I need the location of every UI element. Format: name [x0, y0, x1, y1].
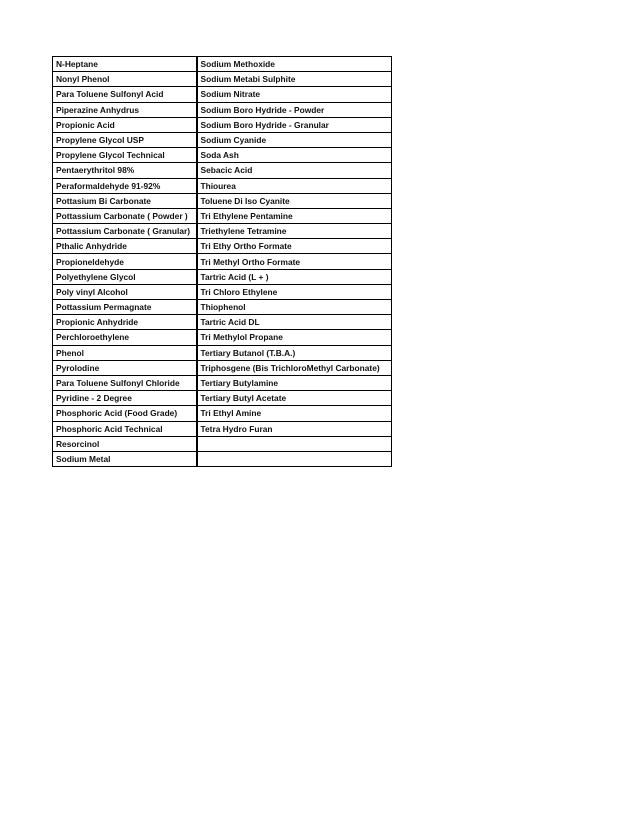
chemical-name-cell-left: Phosphoric Acid Technical: [53, 421, 197, 436]
chemical-name-cell-left: N-Heptane: [53, 57, 197, 72]
chemical-name-cell-right: Tri Chloro Ethylene: [197, 284, 392, 299]
chemical-name-cell-right: Triphosgene (Bis TrichloroMethyl Carbonate): [197, 360, 392, 375]
chemical-name-cell-left: Perchloroethylene: [53, 330, 197, 345]
chemical-name-cell-right: Sodium Cyanide: [197, 132, 392, 147]
chemical-name-cell-right: Tetra Hydro Furan: [197, 421, 392, 436]
chemical-name-cell-left: Para Toluene Sulfonyl Chloride: [53, 375, 197, 390]
chemical-name-cell-right: Tri Methyl Ortho Formate: [197, 254, 392, 269]
table-row: [53, 254, 392, 269]
table-row: [53, 239, 392, 254]
chemical-name-cell-left: Propionic Anhydride: [53, 315, 197, 330]
chemical-name-cell-right: Tri Ethy Ortho Formate: [197, 239, 392, 254]
table-row: [53, 360, 392, 375]
chemical-name-cell-right: Thiourea: [197, 178, 392, 193]
table-row: [53, 451, 392, 466]
chemical-name-cell-left: Poly vinyl Alcohol: [53, 284, 197, 299]
chemical-name-cell-right: Tri Ethyl Amine: [197, 406, 392, 421]
chemical-name-cell-right: Thiophenol: [197, 300, 392, 315]
table-row: [53, 300, 392, 315]
table-row: [53, 193, 392, 208]
chemical-name-cell-left: Nonyl Phenol: [53, 72, 197, 87]
chemical-name-cell-right: Tri Methylol Propane: [197, 330, 392, 345]
chemical-name-cell-left: Phenol: [53, 345, 197, 360]
table-row: [53, 421, 392, 436]
chemical-name-cell-right: Soda Ash: [197, 148, 392, 163]
chemical-name-cell-left: Pottassium Permagnate: [53, 300, 197, 315]
chemical-name-cell-left: Propylene Glycol Technical: [53, 148, 197, 163]
table-row: [53, 330, 392, 345]
chemical-name-cell-right: [197, 451, 392, 466]
chemicals-table-body: [53, 57, 392, 467]
chemical-name-cell-right: Tertiary Butanol (T.B.A.): [197, 345, 392, 360]
table-row: [53, 375, 392, 390]
chemical-name-cell-left: Resorcinol: [53, 436, 197, 451]
chemical-name-cell-left: Pottassium Carbonate ( Powder ): [53, 208, 197, 223]
chemical-name-cell-right: Triethylene Tetramine: [197, 224, 392, 239]
chemical-name-cell-right: Tartric Acid (L + ): [197, 269, 392, 284]
chemical-name-cell-left: Peraformaldehyde 91-92%: [53, 178, 197, 193]
table-row: [53, 224, 392, 239]
chemical-name-cell-right: Tertiary Butyl Acetate: [197, 391, 392, 406]
table-row: [53, 178, 392, 193]
chemical-name-cell-left: Pthalic Anhydride: [53, 239, 197, 254]
table-row: [53, 87, 392, 102]
chemical-name-cell-left: Propionic Acid: [53, 117, 197, 132]
chemical-name-cell-right: Tartric Acid DL: [197, 315, 392, 330]
chemical-name-cell-right: Sodium Metabi Sulphite: [197, 72, 392, 87]
chemical-name-cell-right: Sebacic Acid: [197, 163, 392, 178]
chemical-name-cell-right: Sodium Boro Hydride - Powder: [197, 102, 392, 117]
chemical-name-cell-left: Pyrolodine: [53, 360, 197, 375]
table-row: [53, 117, 392, 132]
table-row: [53, 315, 392, 330]
chemical-name-cell-left: Propioneldehyde: [53, 254, 197, 269]
chemical-name-cell-left: Pottasium Bi Carbonate: [53, 193, 197, 208]
table-row: [53, 345, 392, 360]
table-row: [53, 284, 392, 299]
chemical-name-cell-left: Phosphoric Acid (Food Grade): [53, 406, 197, 421]
chemical-name-cell-left: Pottassium Carbonate ( Granular): [53, 224, 197, 239]
chemical-name-cell-left: Pyridine - 2 Degree: [53, 391, 197, 406]
table-row: [53, 391, 392, 406]
chemical-name-cell-left: Para Toluene Sulfonyl Acid: [53, 87, 197, 102]
table-row: [53, 132, 392, 147]
chemical-name-cell-right: Tertiary Butylamine: [197, 375, 392, 390]
table-row: [53, 148, 392, 163]
chemical-name-cell-left: Pentaerythritol 98%: [53, 163, 197, 178]
table-row: [53, 269, 392, 284]
chemical-name-cell-right: Sodium Methoxide: [197, 57, 392, 72]
table-row: [53, 163, 392, 178]
table-row: [53, 208, 392, 223]
table-row: [53, 102, 392, 117]
table-row: [53, 57, 392, 72]
table-row: [53, 406, 392, 421]
chemical-name-cell-left: Sodium Metal: [53, 451, 197, 466]
chemical-name-cell-right: Sodium Boro Hydride - Granular: [197, 117, 392, 132]
chemical-name-cell-left: Propylene Glycol USP: [53, 132, 197, 147]
chemical-name-cell-left: Piperazine Anhydrus: [53, 102, 197, 117]
table-row: [53, 436, 392, 451]
chemical-name-cell-right: Tri Ethylene Pentamine: [197, 208, 392, 223]
chemical-name-cell-right: Sodium Nitrate: [197, 87, 392, 102]
chemical-name-cell-right: [197, 436, 392, 451]
table-row: [53, 72, 392, 87]
chemical-name-cell-right: Toluene Di Iso Cyanite: [197, 193, 392, 208]
chemical-name-cell-left: Polyethylene Glycol: [53, 269, 197, 284]
chemicals-table: [52, 56, 392, 467]
